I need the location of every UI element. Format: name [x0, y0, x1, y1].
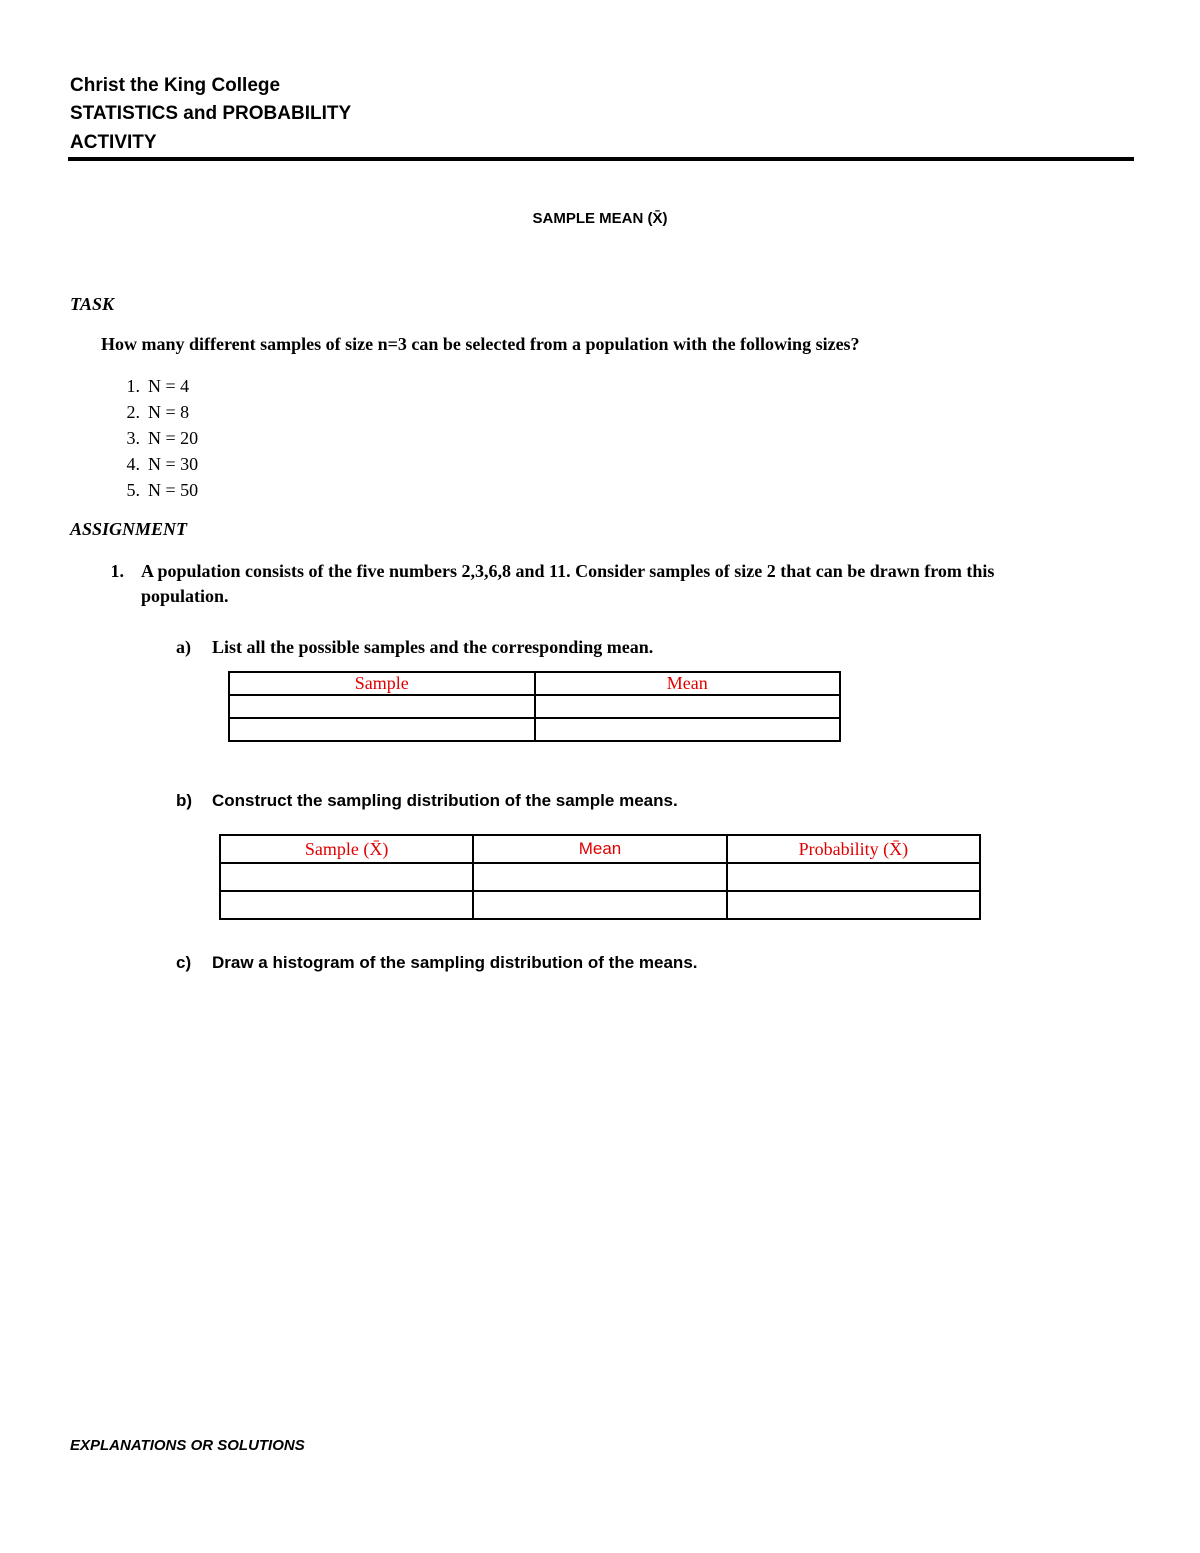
- table-header-row: [229, 672, 840, 695]
- table-cell[interactable]: [229, 695, 535, 718]
- school-name: Christ the King College: [70, 75, 281, 96]
- task-item-text: N = 8: [148, 402, 190, 422]
- column-header-mean: Mean: [473, 835, 726, 863]
- task-list: [100, 373, 198, 503]
- assignment-heading: ASSIGNMENT: [70, 519, 188, 539]
- task-item-number: 4.: [126, 454, 140, 474]
- part-a-label: a): [176, 637, 191, 657]
- document-kind: ACTIVITY: [70, 132, 157, 153]
- part-b-text: Construct the sampling distribution of the sample means.: [212, 791, 678, 810]
- task-list-item: [100, 399, 198, 425]
- task-item-number: 2.: [126, 402, 140, 422]
- table-cell[interactable]: [473, 863, 726, 891]
- subject-name: STATISTICS and PROBABILITY: [70, 103, 352, 124]
- table-cell[interactable]: [727, 891, 980, 919]
- samples-table: [228, 671, 841, 742]
- table-header-row: [220, 835, 980, 863]
- task-list-item: [100, 477, 198, 503]
- table-row: [220, 863, 980, 891]
- part-b-label: b): [176, 791, 193, 810]
- table-row: [229, 695, 840, 718]
- assignment-item-text: A population consists of the five numbers 2,3,6,8 and 11. Consider samples of size 2 that can be drawn from this: [141, 561, 995, 581]
- part-a-text: List all the possible samples and the corresponding mean.: [212, 637, 654, 657]
- column-header-sample-xbar: Sample (X̄): [220, 835, 473, 863]
- task-item-text: N = 20: [148, 428, 199, 448]
- table-row: [229, 718, 840, 741]
- task-item-number: 1.: [126, 376, 140, 396]
- table-cell[interactable]: [473, 891, 726, 919]
- column-header-probability: Probability (X̄): [727, 835, 980, 863]
- table-cell[interactable]: [229, 718, 535, 741]
- table-cell[interactable]: [535, 695, 841, 718]
- table-cell[interactable]: [535, 718, 841, 741]
- column-header-sample: Sample: [229, 672, 535, 695]
- task-question: How many different samples of size n=3 can be selected from a population with the following sizes?: [101, 334, 860, 354]
- task-item-number: 3.: [126, 428, 140, 448]
- task-list-item: [100, 373, 198, 399]
- task-list-item: [100, 451, 198, 477]
- part-c-text: Draw a histogram of the sampling distribution of the means.: [212, 953, 698, 972]
- explanations-heading: EXPLANATIONS OR SOLUTIONS: [70, 1437, 305, 1454]
- sampling-distribution-table: [219, 834, 981, 920]
- table-cell[interactable]: [220, 891, 473, 919]
- task-item-text: N = 50: [148, 480, 199, 500]
- column-header-mean: Mean: [535, 672, 841, 695]
- table-cell[interactable]: [727, 863, 980, 891]
- page-title: SAMPLE MEAN (X̄): [532, 210, 668, 227]
- table-cell[interactable]: [220, 863, 473, 891]
- task-item-number: 5.: [126, 480, 140, 500]
- header-divider: [68, 157, 1134, 161]
- assignment-item-text-continued: population.: [141, 586, 229, 606]
- task-list-item: [100, 425, 198, 451]
- assignment-item-number: 1.: [110, 561, 124, 581]
- part-c-label: c): [176, 953, 192, 972]
- task-item-text: N = 30: [148, 454, 199, 474]
- task-heading: TASK: [70, 294, 115, 314]
- task-item-text: N = 4: [148, 376, 190, 396]
- table-row: [220, 891, 980, 919]
